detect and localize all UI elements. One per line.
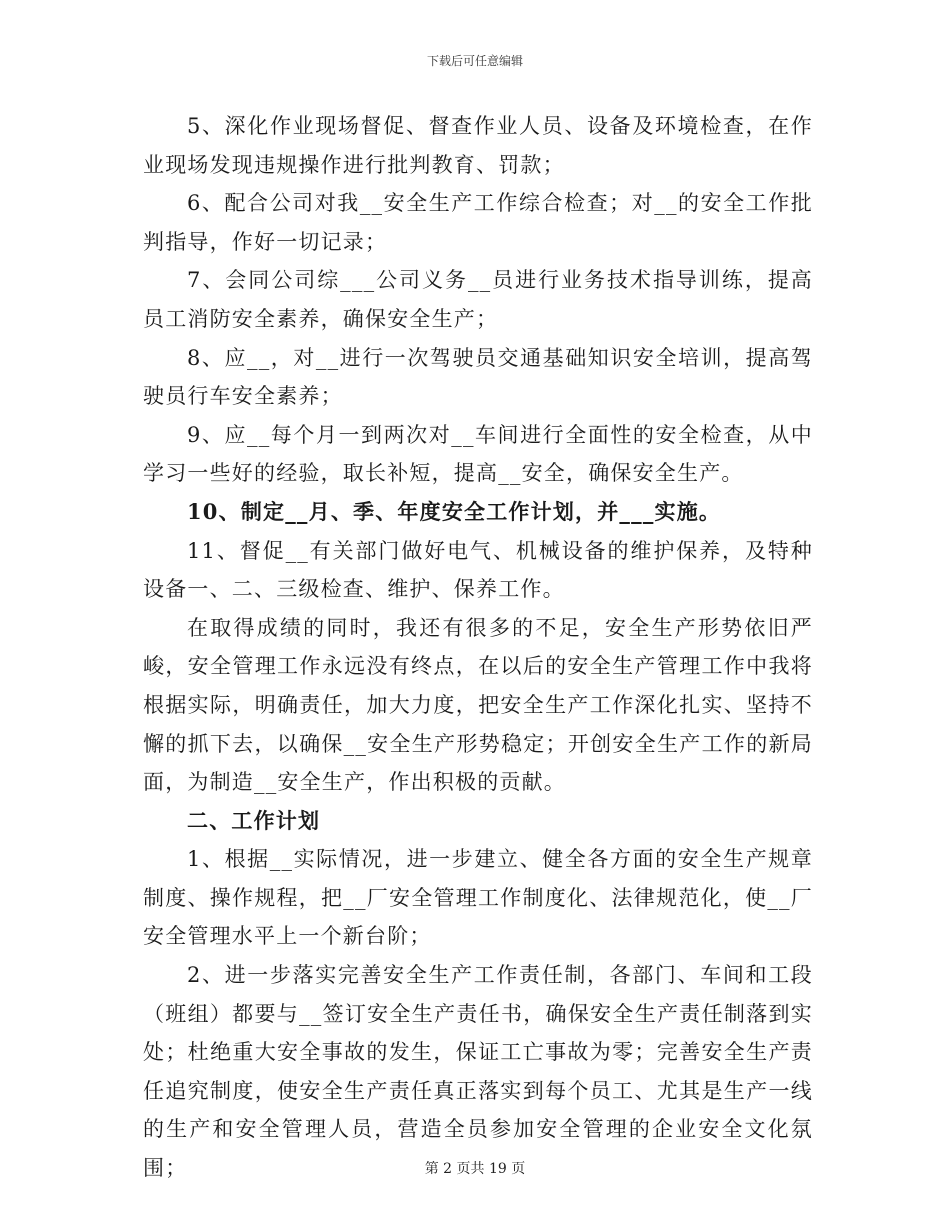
section-heading-work-plan: 二、工作计划 bbox=[187, 807, 321, 833]
plan-item-1: 1、根据__实际情况，进一步建立、健全各方面的安全生产规章制度、操作规程，把__厂安全管理工作制度化、法律规范化，使__厂安全管理水平上一个新台阶； bbox=[143, 847, 813, 949]
header-note: 下载后可任意编辑 bbox=[426, 54, 523, 68]
paragraph-item-8: 8、应__，对__进行一次驾驶员交通基础知识安全培训，提高驾驶员行车安全素养； bbox=[143, 345, 813, 409]
paragraph-item-7: 7、会同公司综___公司义务__员进行业务技术指导训练，提高员工消防安全素养，确保安全生产； bbox=[143, 268, 813, 331]
paragraph-item-10: 10、制定__月、季、年度安全工作计划，并___实施。 bbox=[187, 498, 722, 524]
summary-paragraph: 在取得成绩的同时，我还有很多的不足，安全生产形势依旧严峻，安全管理工作永远没有终点，在以后的安全生产管理工作中我将根据实际，明确责任，加大力度，把安全生产工作深化扎实、坚持不懈的抓下去，以确保__安全生产形势稳定；开创安全生产工作的新局面，为制造__安全生产，作出积极的贡献。 bbox=[143, 615, 813, 795]
plan-item-2: 2、进一步落实完善安全生产工作责任制，各部门、车间和工段（班组）都要与__签订安全生产责任书，确保安全生产责任制落到实处；杜绝重大安全事故的发生，保证工亡事故为零；完善安全生产责任追究制度，使安全生产责任真正落实到每个员工、尤其是生产一线的生产和安全管理人员，营造全员参加安全管理的企业安全文化氛围； bbox=[143, 963, 813, 1181]
page-number: 第 2 页共 19 页 bbox=[424, 1161, 526, 1177]
paragraph-item-5: 5、深化作业现场督促、督查作业人员、设备及环境检查，在作业现场发现违规操作进行批判教育、罚款； bbox=[143, 114, 813, 177]
paragraph-item-11: 11、督促__有关部门做好电气、机械设备的维护保养，及特种设备一、二、三级检查、维护、保养工作。 bbox=[143, 538, 813, 602]
paragraph-item-9: 9、应__每个月一到两次对__车间进行全面性的安全检查，从中学习一些好的经验，取长补短，提高__安全，确保安全生产。 bbox=[143, 422, 813, 486]
paragraph-item-6: 6、配合公司对我__安全生产工作综合检查；对__的安全工作批判指导，作好一切记录； bbox=[143, 191, 813, 254]
document-body bbox=[143, 107, 813, 1188]
